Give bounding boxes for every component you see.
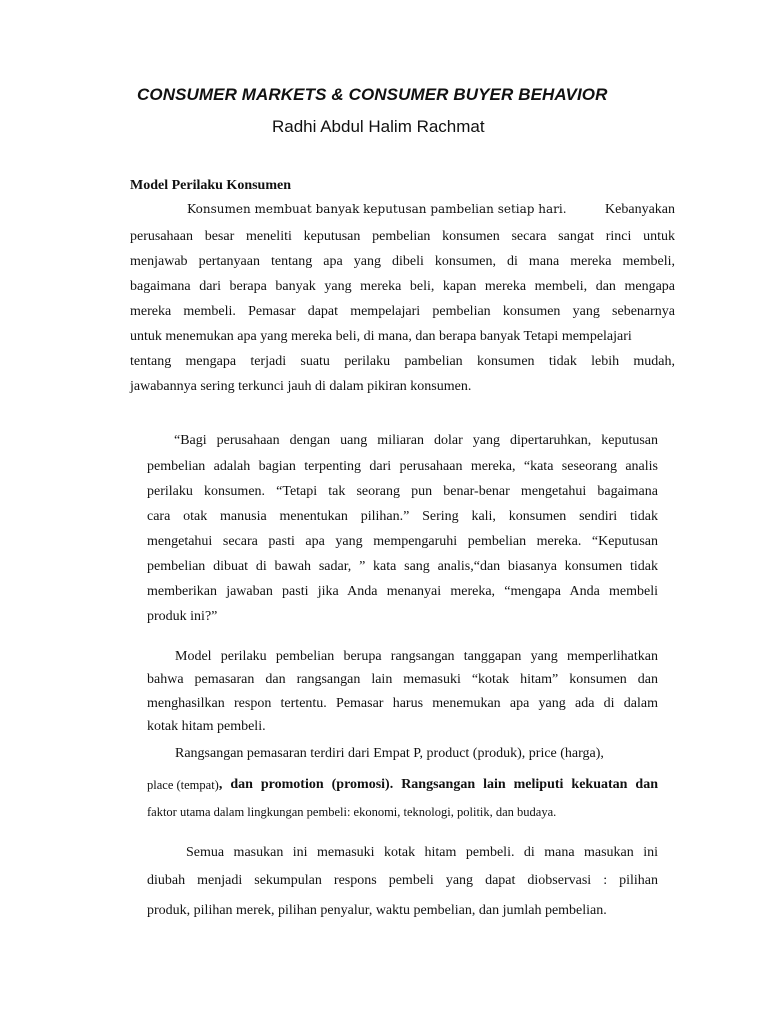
paragraph-line: cara otak manusia menentukan pilihan.” Sering kali, konsumen sendiri tidak [147, 509, 658, 524]
paragraph-line: mereka membeli. Pemasar dapat mempelajari pembelian konsumen yang sebenarnya [130, 304, 675, 319]
paragraph-line: kotak hitam pembeli. [147, 719, 266, 734]
paragraph-line: memberikan jawaban pasti jika Anda menanyai mereka, “mengapa Anda membeli [147, 584, 658, 599]
document-title: CONSUMER MARKETS & CONSUMER BUYER BEHAVIOR [137, 85, 608, 104]
paragraph-line: jawabannya sering terkunci jauh di dalam pikiran konsumen. [130, 379, 472, 394]
paragraph-4 [147, 746, 658, 826]
paragraph-line: “Bagi perusahaan dengan uang miliaran dolar yang dipertaruhkan, keputusan [174, 433, 658, 448]
paragraph-3 [147, 649, 658, 744]
paragraph-line [187, 202, 675, 218]
paragraph-line: untuk menemukan apa yang mereka beli, di mana, dan berapa banyak Tetapi mempelajari [130, 329, 632, 344]
paragraph-line: perilaku konsumen. “Tetapi tak seorang pun benar-benar mengetahui bagaimana [147, 484, 658, 499]
author-name: Radhi Abdul Halim Rachmat [272, 117, 485, 136]
paragraph-text: Konsumen membuat banyak keputusan pambelian setiap hari. [187, 202, 567, 216]
paragraph-line: menjawab pertanyaan tentang apa yang dibeli konsumen, di mana mereka membeli, [130, 254, 675, 269]
paragraph-line: Rangsangan pemasaran terdiri dari Empat P, product (produk), price (harga), [175, 746, 604, 761]
paragraph-line: bagaimana dari berapa banyak yang mereka beli, kapan mereka membeli, dan mengapa [130, 279, 675, 294]
paragraph-line: Semua masukan ini memasuki kotak hitam pembeli. di mana masukan ini [186, 845, 658, 860]
paragraph-text-bold: , dan promotion (promosi). Rangsangan lain meliputi kekuatan dan [218, 777, 658, 792]
paragraph-line: pembelian dibuat di bawah sadar, ” kata sang analis,“dan biasanya konsumen tidak [147, 559, 658, 574]
paragraph-line: menghasilkan respon tertentu. Pemasar harus menemukan apa yang ada di dalam [147, 696, 658, 711]
paragraph-line: bahwa pemasaran dan rangsangan lain memasuki “kotak hitam” konsumen dan [147, 672, 658, 687]
paragraph-line: mengetahui secara pasti apa yang mempengaruhi pembelian mereka. “Keputusan [147, 534, 658, 549]
paragraph-line: pembelian adalah bagian terpenting dari perusahaan mereka, “kata seseorang analis [147, 459, 658, 474]
paragraph-2 [147, 433, 658, 633]
paragraph-line [147, 777, 658, 793]
paragraph-line: produk, pilihan merek, pilihan penyalur, waktu pembelian, dan jumlah pembelian. [147, 903, 607, 918]
paragraph-line: diubah menjadi sekumpulan respons pembeli yang dapat diobservasi : pilihan [147, 873, 658, 888]
paragraph-line: perusahaan besar meneliti keputusan pembelian konsumen secara sangat rinci untuk [130, 229, 675, 244]
paragraph-line: produk ini?” [147, 609, 218, 624]
paragraph-text: Kebanyakan [605, 202, 675, 217]
paragraph-line: tentang mengapa terjadi suatu perilaku pambelian konsumen tidak lebih mudah, [130, 354, 675, 369]
section-heading: Model Perilaku Konsumen [130, 178, 292, 193]
paragraph-line: faktor utama dalam lingkungan pembeli: ekonomi, teknologi, politik, dan budaya. [147, 805, 557, 819]
paragraph-1 [130, 196, 675, 406]
paragraph-text: place (tempat) [147, 778, 219, 792]
paragraph-line: Model perilaku pembelian berupa rangsangan tanggapan yang memperlihatkan [175, 649, 658, 664]
paragraph-5 [147, 845, 658, 930]
